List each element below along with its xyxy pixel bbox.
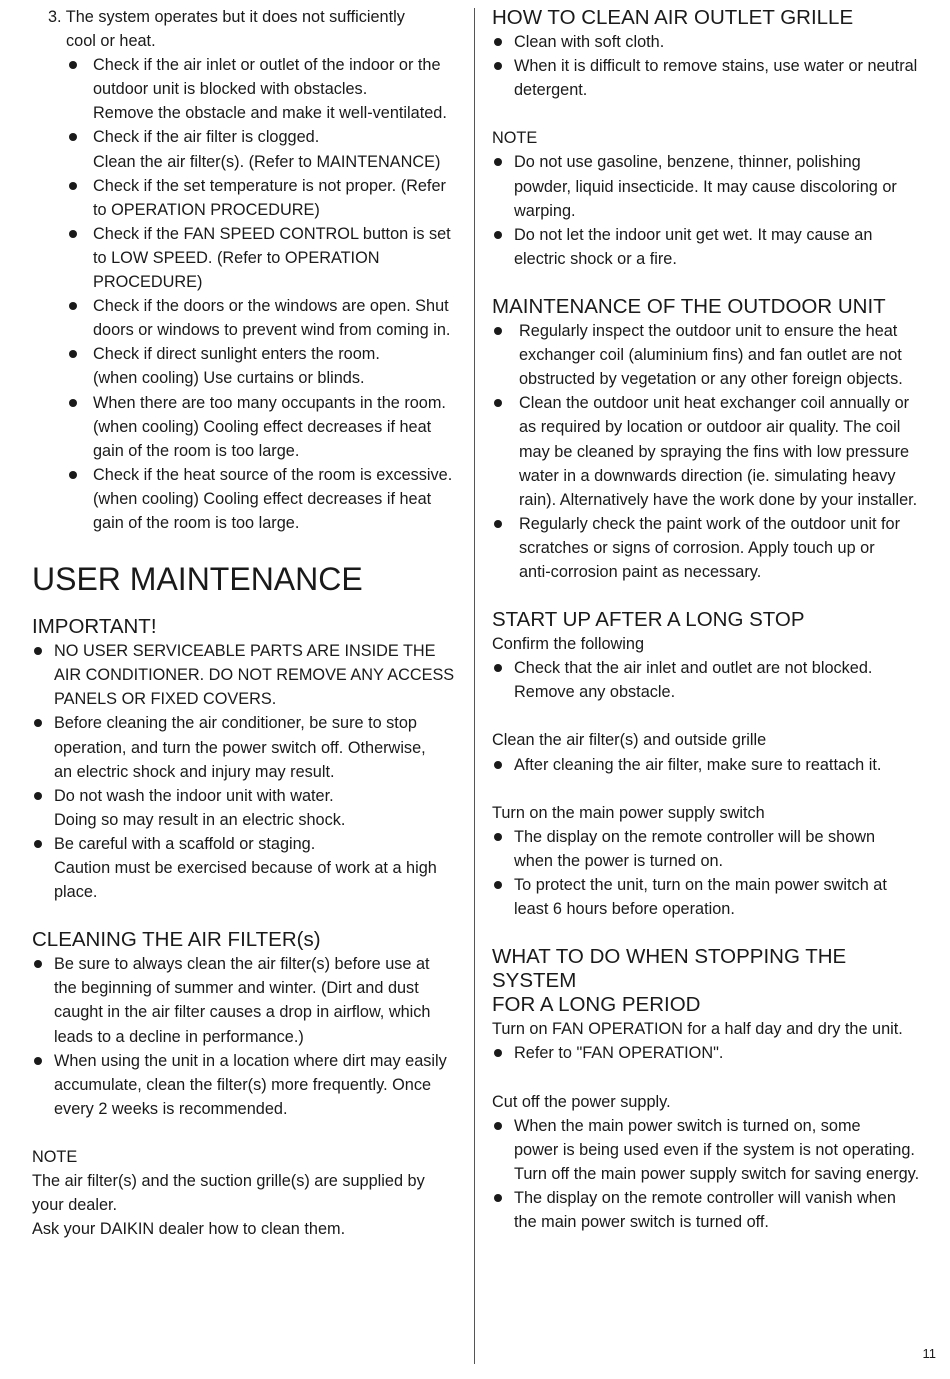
list-item: Regularly check the paint work of the outdoor unit for scratches or signs of corrosion. Apply touch up or anti-corrosion paint as necessary. <box>492 512 922 584</box>
list-item: Clean with soft cloth. <box>492 30 922 54</box>
list-item: After cleaning the air filter, make sure to reattach it. <box>492 753 922 777</box>
list-item: Check if direct sunlight enters the room. (when cooling) Use curtains or blinds. <box>32 342 462 390</box>
list-item: When the main power switch is turned on, some power is being used even if the system is not operating. Turn off the main power supply switch for saving energy. <box>492 1114 922 1186</box>
item3-title: 3. The system operates but it does not sufficiently cool or heat. <box>48 8 405 51</box>
list-item: Check that the air inlet and outlet are not blocked. Remove any obstacle. <box>492 656 922 704</box>
list-item: The display on the remote controller will vanish when the main power switch is turned off. <box>492 1186 922 1234</box>
list-item: Check if the doors or the windows are open. Shut doors or windows to prevent wind from coming in. <box>32 294 462 342</box>
list-item: Do not let the indoor unit get wet. It may cause an electric shock or a fire. <box>492 223 922 271</box>
left-column <box>32 5 462 1241</box>
list-item: When it is difficult to remove stains, use water or neutral detergent. <box>492 54 922 102</box>
list-item: Be careful with a scaffold or staging. Caution must be exercised because of work at a high place. <box>32 832 462 904</box>
stopping-subheading: Cut off the power supply. <box>492 1092 671 1111</box>
filter-heading: CLEANING THE AIR FILTER(s) <box>32 928 321 952</box>
list-item: Clean the outdoor unit heat exchanger coil annually or as required by location or outdoor air quality. The coil may be cleaned by spraying the fins with low pressure water in a downwards direction (ie. simulating heavy rain). Alternatively have the work done by your installer. <box>492 391 922 511</box>
grille-list <box>492 30 922 102</box>
list-item: Be sure to always clean the air filter(s) before use at the beginning of summer and winter. (Dirt and dust caught in the air filter causes a drop in airflow, which leads to a decline in performance.) <box>32 952 462 1048</box>
note-list <box>492 150 922 270</box>
list-item: NO USER SERVICEABLE PARTS ARE INSIDE THE AIR CONDITIONER. DO NOT REMOVE ANY ACCESS PANELS OR FIXED COVERS. <box>32 639 462 711</box>
stopping-subheading: Turn on FAN OPERATION for a half day and dry the unit. <box>492 1020 903 1039</box>
right-column <box>492 6 922 1234</box>
list-item: Do not use gasoline, benzene, thinner, polishing powder, liquid insecticide. It may cause discoloring or warping. <box>492 150 922 222</box>
list-item: Check if the heat source of the room is excessive. (when cooling) Cooling effect decreases if heat gain of the room is too large. <box>32 463 462 535</box>
list-item: Do not wash the indoor unit with water. Doing so may result in an electric shock. <box>32 784 462 832</box>
list-item: Regularly inspect the outdoor unit to ensure the heat exchanger coil (aluminium fins) and fan outlet are not obstructed by vegetation or any other foreign objects. <box>492 319 922 391</box>
list-item: Refer to "FAN OPERATION". <box>492 1041 922 1065</box>
list-item: Check if the air inlet or outlet of the indoor or the outdoor unit is blocked with obstacles. Remove the obstacle and make it well-ventilated. <box>32 53 462 125</box>
outdoor-heading: MAINTENANCE OF THE OUTDOOR UNIT <box>492 294 886 318</box>
list-item: When using the unit in a location where dirt may easily accumulate, clean the filter(s) more frequently. Once every 2 weeks is recommended. <box>32 1049 462 1121</box>
list-item: Check if the FAN SPEED CONTROL button is set to LOW SPEED. (Refer to OPERATION PROCEDURE) <box>32 222 462 294</box>
list-item: Before cleaning the air conditioner, be sure to stop operation, and turn the power switch off. Otherwise, an electric shock and injury may result. <box>32 711 462 783</box>
list-item: Check if the air filter is clogged. Clean the air filter(s). (Refer to MAINTENANCE) <box>32 125 462 173</box>
list-item: To protect the unit, turn on the main power switch at least 6 hours before operation. <box>492 873 922 921</box>
outdoor-list <box>492 319 922 584</box>
startup-subheading: Clean the air filter(s) and outside grille <box>492 731 767 750</box>
page-title: USER MAINTENANCE <box>32 561 363 598</box>
item3-list <box>32 53 462 535</box>
grille-heading: HOW TO CLEAN AIR OUTLET GRILLE <box>492 6 854 29</box>
startup-subheading: Confirm the following <box>492 635 645 654</box>
stopping-heading: WHAT TO DO WHEN STOPPING THE SYSTEM FOR A LONG PERIOD <box>492 945 847 1017</box>
page-number: 11 <box>922 1346 936 1361</box>
list-item: Check if the set temperature is not proper. (Refer to OPERATION PROCEDURE) <box>32 174 462 222</box>
important-heading: IMPORTANT! <box>32 615 157 639</box>
note-heading: NOTE <box>492 129 538 148</box>
note-text: The air filter(s) and the suction grille(s) are supplied by your dealer. Ask your DAIKIN dealer how to clean them. <box>32 1172 425 1239</box>
startup-subheading: Turn on the main power supply switch <box>492 803 765 822</box>
list-item: The display on the remote controller will be shown when the power is turned on. <box>492 825 922 873</box>
startup-heading: START UP AFTER A LONG STOP <box>492 608 805 632</box>
important-list <box>32 639 462 904</box>
list-item: When there are too many occupants in the room. (when cooling) Cooling effect decreases if heat gain of the room is too large. <box>32 391 462 463</box>
filter-list <box>32 952 462 1121</box>
column-divider <box>474 8 475 1364</box>
note-heading: NOTE <box>32 1147 78 1166</box>
